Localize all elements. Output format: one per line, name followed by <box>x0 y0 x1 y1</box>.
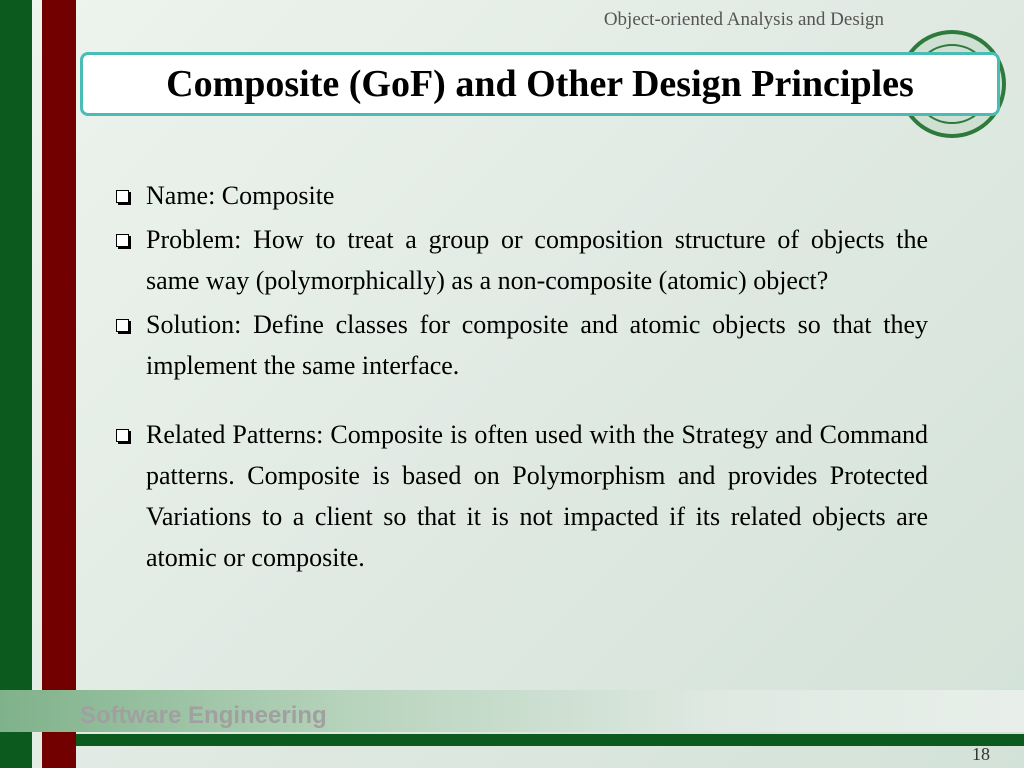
bullet-text: Solution: Define classes for composite and atomic objects so that they implement the same interface. <box>146 310 928 380</box>
square-bullet-icon <box>116 429 129 442</box>
square-bullet-icon <box>116 190 129 203</box>
page-number: 18 <box>972 744 990 764</box>
footer-green-line <box>76 734 1024 746</box>
bullet-text: Name: Composite <box>146 181 335 210</box>
bullet-text: Problem: How to treat a group or composition structure of objects the same way (polymorphically) as a non-composite (atomic) object? <box>146 225 928 295</box>
left-maroon-bar <box>42 0 76 768</box>
bullet-text: Related Patterns: Composite is often used with the Strategy and Command patterns. Composite is based on Polymorphism and provides Protected Variations to a client so that it is not impacted if its related objects are atomic or composite. <box>146 420 928 572</box>
bullet-item-name <box>112 175 928 216</box>
bullet-item-related-patterns <box>112 414 928 578</box>
course-header: Object-oriented Analysis and Design <box>603 9 884 30</box>
square-bullet-icon <box>116 234 129 247</box>
footer-label: Software Engineering <box>80 702 327 729</box>
left-green-bar <box>0 0 32 768</box>
bullet-item-solution <box>112 304 928 386</box>
square-bullet-icon <box>116 319 129 332</box>
slide-title: Composite (GoF) and Other Design Principles <box>166 63 914 105</box>
slide-content <box>112 175 928 581</box>
bullet-item-problem <box>112 219 928 301</box>
slide-title-box <box>80 52 1000 116</box>
